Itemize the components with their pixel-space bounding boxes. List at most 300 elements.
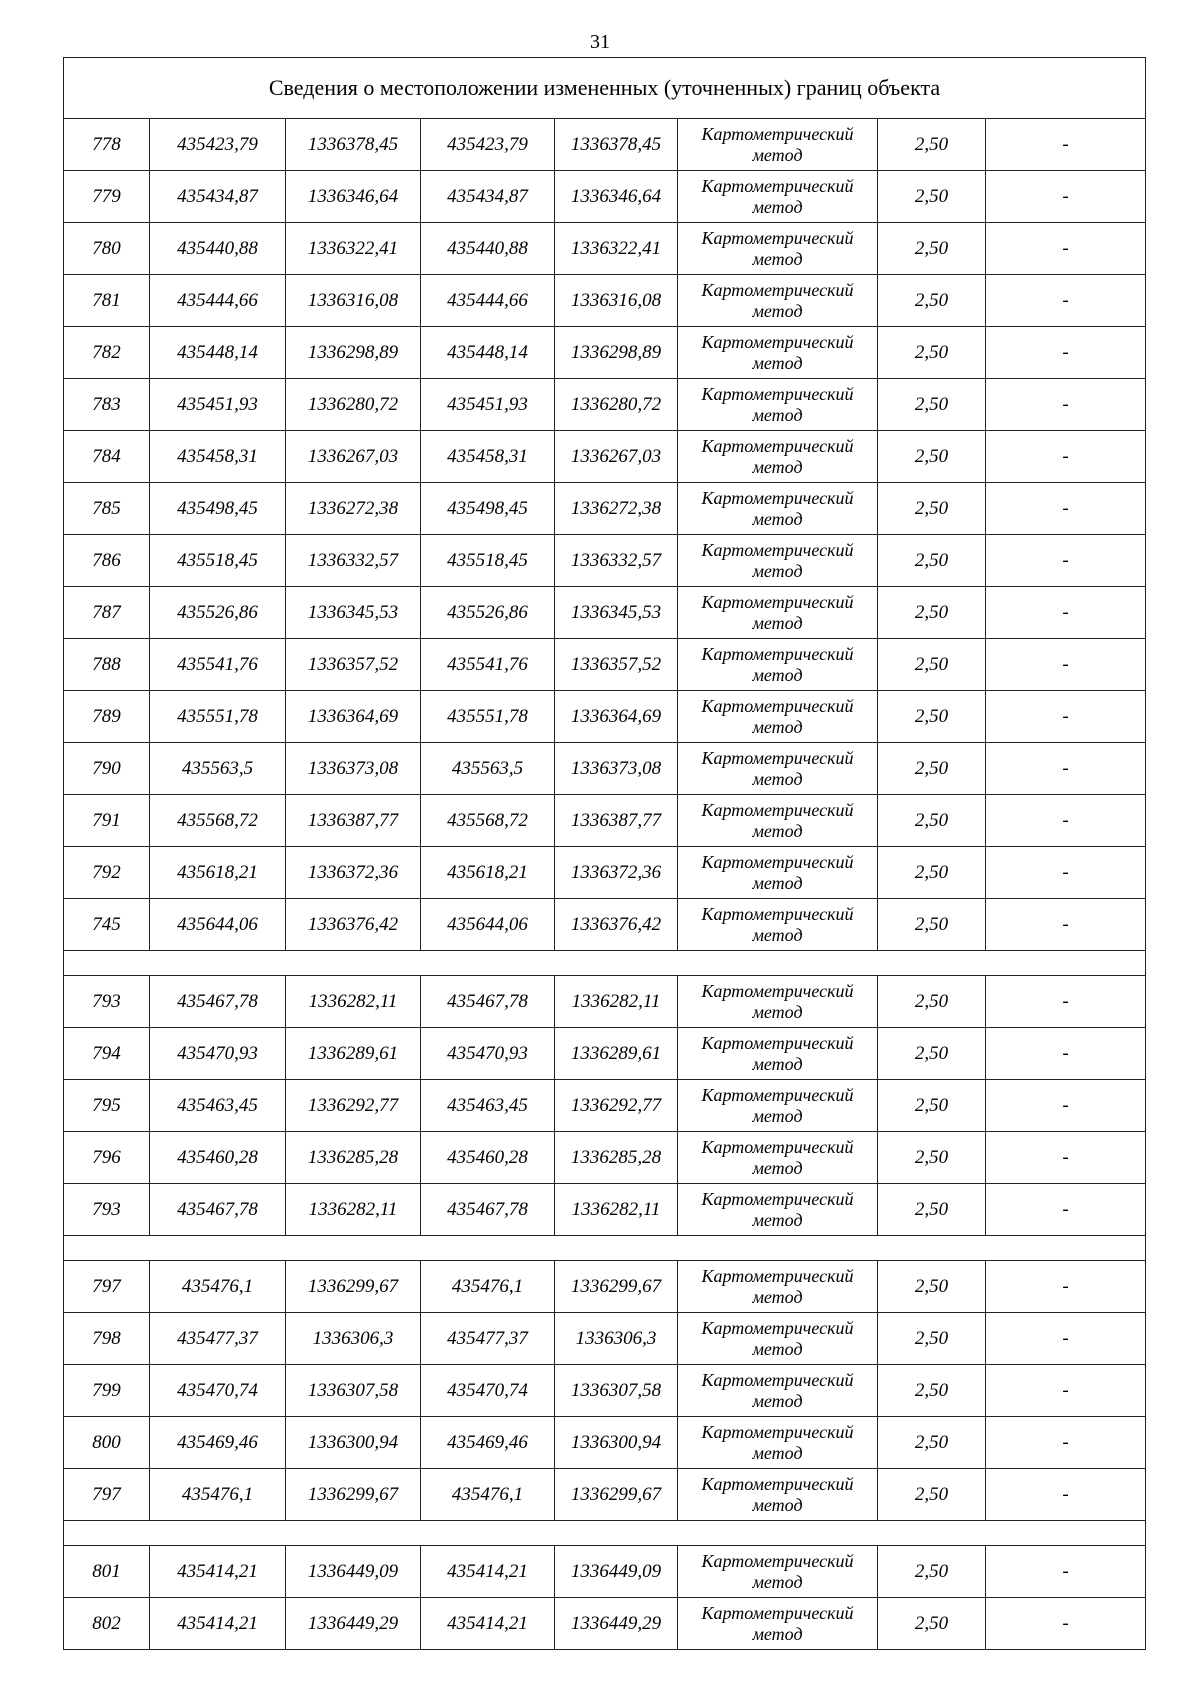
separator-cell [64,951,1146,976]
method-line-2: метод [752,612,803,633]
point-number-cell: 793 [64,976,150,1028]
method-line-2: метод [752,1338,803,1359]
method-line-1: Картометрический [701,123,854,144]
point-number-cell: 793 [64,1184,150,1236]
note-cell: - [986,1184,1146,1236]
method-line-1: Картометрический [701,1265,854,1286]
refined-y-cell: 1336292,77 [555,1080,678,1132]
point-number-cell: 781 [64,275,150,327]
table-row [64,1028,1146,1080]
table-row [64,431,1146,483]
table-caption: Сведения о местоположении измененных (уточненных) границ объекта [64,58,1146,119]
method-line-1: Картометрический [701,1032,854,1053]
method-cell [678,743,878,795]
method-cell [678,1365,878,1417]
method-cell [678,483,878,535]
method-line-2: метод [752,1157,803,1178]
refined-y-cell: 1336357,52 [555,639,678,691]
refined-y-cell: 1336285,28 [555,1132,678,1184]
refined-y-cell: 1336267,03 [555,431,678,483]
table-row [64,1546,1146,1598]
method-line-1: Картометрический [701,1084,854,1105]
existing-x-cell: 435476,1 [150,1469,286,1521]
refined-x-cell: 435551,78 [421,691,555,743]
method-cell [678,171,878,223]
method-line-1: Картометрический [701,1188,854,1209]
method-cell [678,691,878,743]
method-line-1: Картометрический [701,1369,854,1390]
method-line-2: метод [752,820,803,841]
refined-y-cell: 1336298,89 [555,327,678,379]
point-number-cell: 780 [64,223,150,275]
method-line-1: Картометрический [701,903,854,924]
table-row [64,379,1146,431]
contour-separator-row [64,1236,1146,1261]
point-number-cell: 792 [64,847,150,899]
existing-y-cell: 1336357,52 [286,639,421,691]
method-line-1: Картометрический [701,1136,854,1157]
note-cell: - [986,223,1146,275]
method-line-2: метод [752,924,803,945]
note-cell: - [986,535,1146,587]
existing-x-cell: 435458,31 [150,431,286,483]
existing-y-cell: 1336282,11 [286,976,421,1028]
method-line-1: Картометрический [701,747,854,768]
method-cell [678,119,878,171]
existing-y-cell: 1336376,42 [286,899,421,951]
table-row [64,847,1146,899]
note-cell: - [986,1598,1146,1650]
table-row [64,639,1146,691]
note-cell: - [986,431,1146,483]
accuracy-cell: 2,50 [878,1080,986,1132]
point-number-cell: 788 [64,639,150,691]
method-line-2: метод [752,716,803,737]
method-line-2: метод [752,1494,803,1515]
existing-y-cell: 1336372,36 [286,847,421,899]
method-line-2: метод [752,352,803,373]
point-number-cell: 784 [64,431,150,483]
table-caption-row [64,58,1146,119]
existing-x-cell: 435498,45 [150,483,286,535]
table-row [64,1313,1146,1365]
point-number-cell: 795 [64,1080,150,1132]
method-cell [678,1469,878,1521]
method-line-1: Картометрический [701,851,854,872]
table-row [64,1132,1146,1184]
method-cell [678,1313,878,1365]
note-cell: - [986,119,1146,171]
note-cell: - [986,976,1146,1028]
method-line-2: метод [752,404,803,425]
refined-y-cell: 1336364,69 [555,691,678,743]
refined-x-cell: 435470,74 [421,1365,555,1417]
refined-y-cell: 1336306,3 [555,1313,678,1365]
point-number-cell: 801 [64,1546,150,1598]
existing-x-cell: 435469,46 [150,1417,286,1469]
note-cell: - [986,171,1146,223]
note-cell: - [986,1313,1146,1365]
method-cell [678,379,878,431]
refined-x-cell: 435440,88 [421,223,555,275]
note-cell: - [986,587,1146,639]
method-line-1: Картометрический [701,383,854,404]
accuracy-cell: 2,50 [878,327,986,379]
refined-y-cell: 1336373,08 [555,743,678,795]
method-cell [678,535,878,587]
existing-x-cell: 435476,1 [150,1261,286,1313]
method-line-1: Картометрический [701,175,854,196]
existing-x-cell: 435470,74 [150,1365,286,1417]
refined-x-cell: 435458,31 [421,431,555,483]
existing-y-cell: 1336316,08 [286,275,421,327]
method-line-2: метод [752,1623,803,1644]
method-cell [678,899,878,951]
point-number-cell: 799 [64,1365,150,1417]
refined-x-cell: 435444,66 [421,275,555,327]
accuracy-cell: 2,50 [878,1365,986,1417]
refined-y-cell: 1336272,38 [555,483,678,535]
refined-y-cell: 1336282,11 [555,976,678,1028]
refined-x-cell: 435518,45 [421,535,555,587]
refined-x-cell: 435467,78 [421,976,555,1028]
refined-x-cell: 435526,86 [421,587,555,639]
existing-x-cell: 435477,37 [150,1313,286,1365]
existing-y-cell: 1336285,28 [286,1132,421,1184]
existing-x-cell: 435568,72 [150,795,286,847]
method-cell [678,976,878,1028]
method-line-1: Картометрический [701,227,854,248]
existing-x-cell: 435440,88 [150,223,286,275]
point-number-cell: 745 [64,899,150,951]
existing-y-cell: 1336292,77 [286,1080,421,1132]
refined-y-cell: 1336322,41 [555,223,678,275]
existing-y-cell: 1336280,72 [286,379,421,431]
existing-x-cell: 435551,78 [150,691,286,743]
method-line-1: Картометрический [701,643,854,664]
accuracy-cell: 2,50 [878,223,986,275]
refined-x-cell: 435498,45 [421,483,555,535]
method-line-2: метод [752,508,803,529]
method-line-2: метод [752,1442,803,1463]
refined-y-cell: 1336289,61 [555,1028,678,1080]
accuracy-cell: 2,50 [878,1184,986,1236]
refined-x-cell: 435448,14 [421,327,555,379]
existing-y-cell: 1336364,69 [286,691,421,743]
accuracy-cell: 2,50 [878,1546,986,1598]
method-line-1: Картометрический [701,591,854,612]
existing-x-cell: 435448,14 [150,327,286,379]
refined-x-cell: 435467,78 [421,1184,555,1236]
method-cell [678,275,878,327]
existing-y-cell: 1336298,89 [286,327,421,379]
accuracy-cell: 2,50 [878,1417,986,1469]
note-cell: - [986,1417,1146,1469]
note-cell: - [986,1365,1146,1417]
refined-y-cell: 1336300,94 [555,1417,678,1469]
point-number-cell: 790 [64,743,150,795]
refined-y-cell: 1336345,53 [555,587,678,639]
table-row [64,1261,1146,1313]
refined-y-cell: 1336299,67 [555,1469,678,1521]
table-row [64,535,1146,587]
point-number-cell: 789 [64,691,150,743]
method-line-2: метод [752,664,803,685]
method-line-1: Картометрический [701,980,854,1001]
point-number-cell: 797 [64,1261,150,1313]
point-number-cell: 797 [64,1469,150,1521]
refined-y-cell: 1336307,58 [555,1365,678,1417]
method-line-1: Картометрический [701,799,854,820]
existing-x-cell: 435460,28 [150,1132,286,1184]
existing-y-cell: 1336307,58 [286,1365,421,1417]
point-number-cell: 787 [64,587,150,639]
refined-x-cell: 435414,21 [421,1598,555,1650]
accuracy-cell: 2,50 [878,743,986,795]
refined-y-cell: 1336299,67 [555,1261,678,1313]
note-cell: - [986,1469,1146,1521]
table-row [64,1080,1146,1132]
point-number-cell: 786 [64,535,150,587]
point-number-cell: 782 [64,327,150,379]
refined-x-cell: 435434,87 [421,171,555,223]
note-cell: - [986,899,1146,951]
refined-x-cell: 435563,5 [421,743,555,795]
point-number-cell: 796 [64,1132,150,1184]
accuracy-cell: 2,50 [878,379,986,431]
existing-y-cell: 1336299,67 [286,1261,421,1313]
method-line-1: Картометрический [701,331,854,352]
existing-x-cell: 435618,21 [150,847,286,899]
existing-y-cell: 1336306,3 [286,1313,421,1365]
method-cell [678,1546,878,1598]
method-line-2: метод [752,1105,803,1126]
accuracy-cell: 2,50 [878,119,986,171]
method-cell [678,1417,878,1469]
existing-x-cell: 435434,87 [150,171,286,223]
refined-y-cell: 1336282,11 [555,1184,678,1236]
method-line-2: метод [752,1390,803,1411]
table-row [64,327,1146,379]
refined-x-cell: 435644,06 [421,899,555,951]
method-line-2: метод [752,1053,803,1074]
accuracy-cell: 2,50 [878,1261,986,1313]
method-cell [678,1028,878,1080]
existing-x-cell: 435451,93 [150,379,286,431]
refined-y-cell: 1336376,42 [555,899,678,951]
boundary-coordinates-table [63,57,1146,1650]
separator-cell [64,1521,1146,1546]
point-number-cell: 791 [64,795,150,847]
existing-x-cell: 435463,45 [150,1080,286,1132]
existing-y-cell: 1336300,94 [286,1417,421,1469]
table-row [64,976,1146,1028]
refined-x-cell: 435618,21 [421,847,555,899]
table-row [64,691,1146,743]
accuracy-cell: 2,50 [878,535,986,587]
existing-x-cell: 435563,5 [150,743,286,795]
accuracy-cell: 2,50 [878,1598,986,1650]
existing-y-cell: 1336387,77 [286,795,421,847]
table-row [64,1417,1146,1469]
method-line-2: метод [752,560,803,581]
refined-x-cell: 435476,1 [421,1261,555,1313]
method-line-1: Картометрический [701,1317,854,1338]
point-number-cell: 785 [64,483,150,535]
table-row [64,275,1146,327]
method-cell [678,1080,878,1132]
existing-y-cell: 1336332,57 [286,535,421,587]
method-cell [678,223,878,275]
method-cell [678,795,878,847]
point-number-cell: 798 [64,1313,150,1365]
existing-y-cell: 1336322,41 [286,223,421,275]
note-cell: - [986,1080,1146,1132]
existing-y-cell: 1336267,03 [286,431,421,483]
existing-y-cell: 1336345,53 [286,587,421,639]
table-row [64,1598,1146,1650]
method-line-1: Картометрический [701,1602,854,1623]
method-line-1: Картометрический [701,279,854,300]
table-row [64,223,1146,275]
separator-cell [64,1236,1146,1261]
method-line-2: метод [752,144,803,165]
method-line-1: Картометрический [701,1473,854,1494]
note-cell: - [986,847,1146,899]
method-line-2: метод [752,300,803,321]
table-row [64,795,1146,847]
point-number-cell: 802 [64,1598,150,1650]
existing-y-cell: 1336378,45 [286,119,421,171]
refined-y-cell: 1336378,45 [555,119,678,171]
method-line-1: Картометрический [701,1421,854,1442]
refined-y-cell: 1336387,77 [555,795,678,847]
refined-y-cell: 1336449,09 [555,1546,678,1598]
refined-x-cell: 435477,37 [421,1313,555,1365]
method-line-1: Картометрический [701,695,854,716]
refined-x-cell: 435476,1 [421,1469,555,1521]
method-line-2: метод [752,768,803,789]
refined-y-cell: 1336346,64 [555,171,678,223]
existing-y-cell: 1336299,67 [286,1469,421,1521]
method-line-2: метод [752,1209,803,1230]
existing-x-cell: 435518,45 [150,535,286,587]
existing-x-cell: 435526,86 [150,587,286,639]
method-line-2: метод [752,248,803,269]
note-cell: - [986,691,1146,743]
note-cell: - [986,1132,1146,1184]
note-cell: - [986,483,1146,535]
accuracy-cell: 2,50 [878,431,986,483]
refined-x-cell: 435460,28 [421,1132,555,1184]
existing-y-cell: 1336449,29 [286,1598,421,1650]
accuracy-cell: 2,50 [878,899,986,951]
refined-y-cell: 1336316,08 [555,275,678,327]
existing-x-cell: 435423,79 [150,119,286,171]
point-number-cell: 800 [64,1417,150,1469]
refined-y-cell: 1336372,36 [555,847,678,899]
table-row [64,899,1146,951]
accuracy-cell: 2,50 [878,976,986,1028]
refined-y-cell: 1336332,57 [555,535,678,587]
method-line-1: Картометрический [701,539,854,560]
accuracy-cell: 2,50 [878,1028,986,1080]
existing-x-cell: 435467,78 [150,1184,286,1236]
refined-x-cell: 435470,93 [421,1028,555,1080]
accuracy-cell: 2,50 [878,275,986,327]
point-number-cell: 779 [64,171,150,223]
point-number-cell: 794 [64,1028,150,1080]
method-line-2: метод [752,196,803,217]
refined-y-cell: 1336449,29 [555,1598,678,1650]
contour-separator-row [64,1521,1146,1546]
method-line-2: метод [752,1286,803,1307]
note-cell: - [986,795,1146,847]
method-line-2: метод [752,1001,803,1022]
table-row [64,171,1146,223]
existing-y-cell: 1336346,64 [286,171,421,223]
table-row [64,483,1146,535]
method-cell [678,327,878,379]
refined-x-cell: 435568,72 [421,795,555,847]
note-cell: - [986,1028,1146,1080]
accuracy-cell: 2,50 [878,1469,986,1521]
accuracy-cell: 2,50 [878,1132,986,1184]
method-cell [678,1184,878,1236]
existing-x-cell: 435644,06 [150,899,286,951]
existing-x-cell: 435414,21 [150,1598,286,1650]
existing-y-cell: 1336289,61 [286,1028,421,1080]
table-row [64,119,1146,171]
existing-x-cell: 435470,93 [150,1028,286,1080]
method-cell [678,587,878,639]
method-cell [678,1598,878,1650]
refined-x-cell: 435423,79 [421,119,555,171]
method-line-2: метод [752,456,803,477]
accuracy-cell: 2,50 [878,847,986,899]
refined-x-cell: 435541,76 [421,639,555,691]
accuracy-cell: 2,50 [878,795,986,847]
refined-x-cell: 435469,46 [421,1417,555,1469]
accuracy-cell: 2,50 [878,639,986,691]
point-number-cell: 783 [64,379,150,431]
table-row [64,1469,1146,1521]
contour-separator-row [64,951,1146,976]
method-line-1: Картометрический [701,487,854,508]
point-number-cell: 778 [64,119,150,171]
existing-x-cell: 435414,21 [150,1546,286,1598]
accuracy-cell: 2,50 [878,1313,986,1365]
note-cell: - [986,639,1146,691]
refined-x-cell: 435414,21 [421,1546,555,1598]
existing-y-cell: 1336272,38 [286,483,421,535]
existing-y-cell: 1336282,11 [286,1184,421,1236]
note-cell: - [986,743,1146,795]
existing-x-cell: 435541,76 [150,639,286,691]
method-line-2: метод [752,872,803,893]
table-row [64,1184,1146,1236]
table-row [64,1365,1146,1417]
method-line-2: метод [752,1571,803,1592]
method-cell [678,431,878,483]
existing-y-cell: 1336373,08 [286,743,421,795]
method-line-1: Картометрический [701,1550,854,1571]
accuracy-cell: 2,50 [878,587,986,639]
table-row [64,587,1146,639]
note-cell: - [986,1261,1146,1313]
accuracy-cell: 2,50 [878,171,986,223]
existing-y-cell: 1336449,09 [286,1546,421,1598]
